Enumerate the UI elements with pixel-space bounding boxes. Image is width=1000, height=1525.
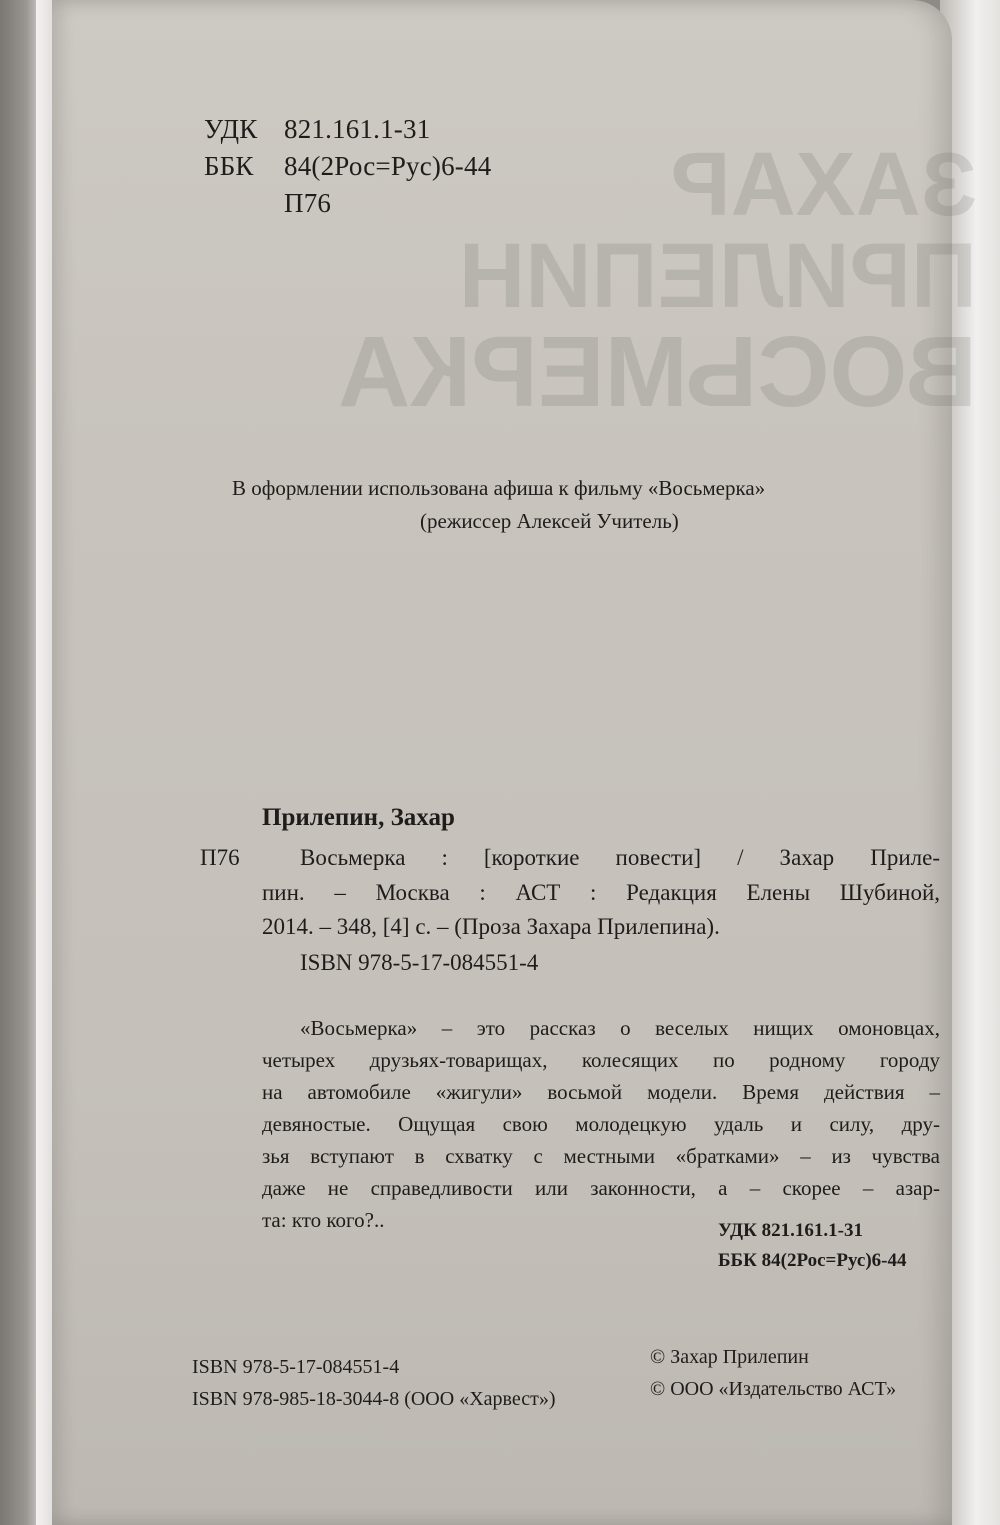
entry-line-3: 2014. – 348, [4] с. – (Проза Захара Прилепина). <box>262 914 720 939</box>
udk-label: УДК <box>204 114 258 144</box>
entry-mark: П76 <box>200 845 240 870</box>
annotation-line: зья вступают в схватку с местными «братками» – из чувства <box>262 1144 940 1168</box>
footer-isbn-2: ISBN 978-985-18-3044-8 (ООО «Харвест») <box>192 1388 556 1410</box>
annotation-udk: УДК 821.161.1-31 <box>718 1220 863 1241</box>
entry-isbn: ISBN 978-5-17-084551-4 <box>300 950 539 975</box>
book-page <box>52 0 977 1525</box>
copyright-author: © Захар Прилепин <box>650 1346 809 1368</box>
copyright-publisher: © ООО «Издательство АСТ» <box>650 1378 897 1400</box>
annotation-line: та: кто кого?.. <box>262 1208 385 1232</box>
design-credit: В оформлении использована афиша к фильму «Восьмерка» <box>232 476 766 500</box>
annotation-line: на автомобиле «жигули» восьмой модели. Время действия – <box>262 1080 940 1104</box>
bbk-value: 84(2Рос=Рус)6-44 <box>284 151 492 181</box>
entry-author: Прилепин, Захар <box>262 804 455 831</box>
annotation-bbk: ББК 84(2Рос=Рус)6-44 <box>718 1250 907 1271</box>
director-credit: (режиссер Алексей Учитель) <box>420 509 679 533</box>
annotation-line: девяностые. Ощущая свою молодецкую удаль и силу, дру- <box>262 1112 940 1136</box>
show-through-print: ЗАХАР ПРИЛЕПИН ВОСЬМЕРКА <box>337 135 977 428</box>
annotation-line: четырех друзьях-товарищах, колесящих по родному городу <box>262 1048 940 1072</box>
udk-value: 821.161.1-31 <box>284 114 431 144</box>
annotation-line: даже не справедливости или законности, а – скорее – азар- <box>262 1176 940 1200</box>
entry-line-1: Восьмерка : [короткие повести] / Захар Приле- <box>300 845 940 870</box>
annotation-line: «Восьмерка» – это рассказ о веселых нищих омоновцах, <box>300 1016 940 1040</box>
author-mark: П76 <box>284 188 332 218</box>
footer-isbn-1: ISBN 978-5-17-084551-4 <box>192 1356 400 1378</box>
entry-line-2: пин. – Москва : АСТ : Редакция Елены Шубиной, <box>262 880 940 905</box>
bbk-label: ББК <box>204 151 254 181</box>
